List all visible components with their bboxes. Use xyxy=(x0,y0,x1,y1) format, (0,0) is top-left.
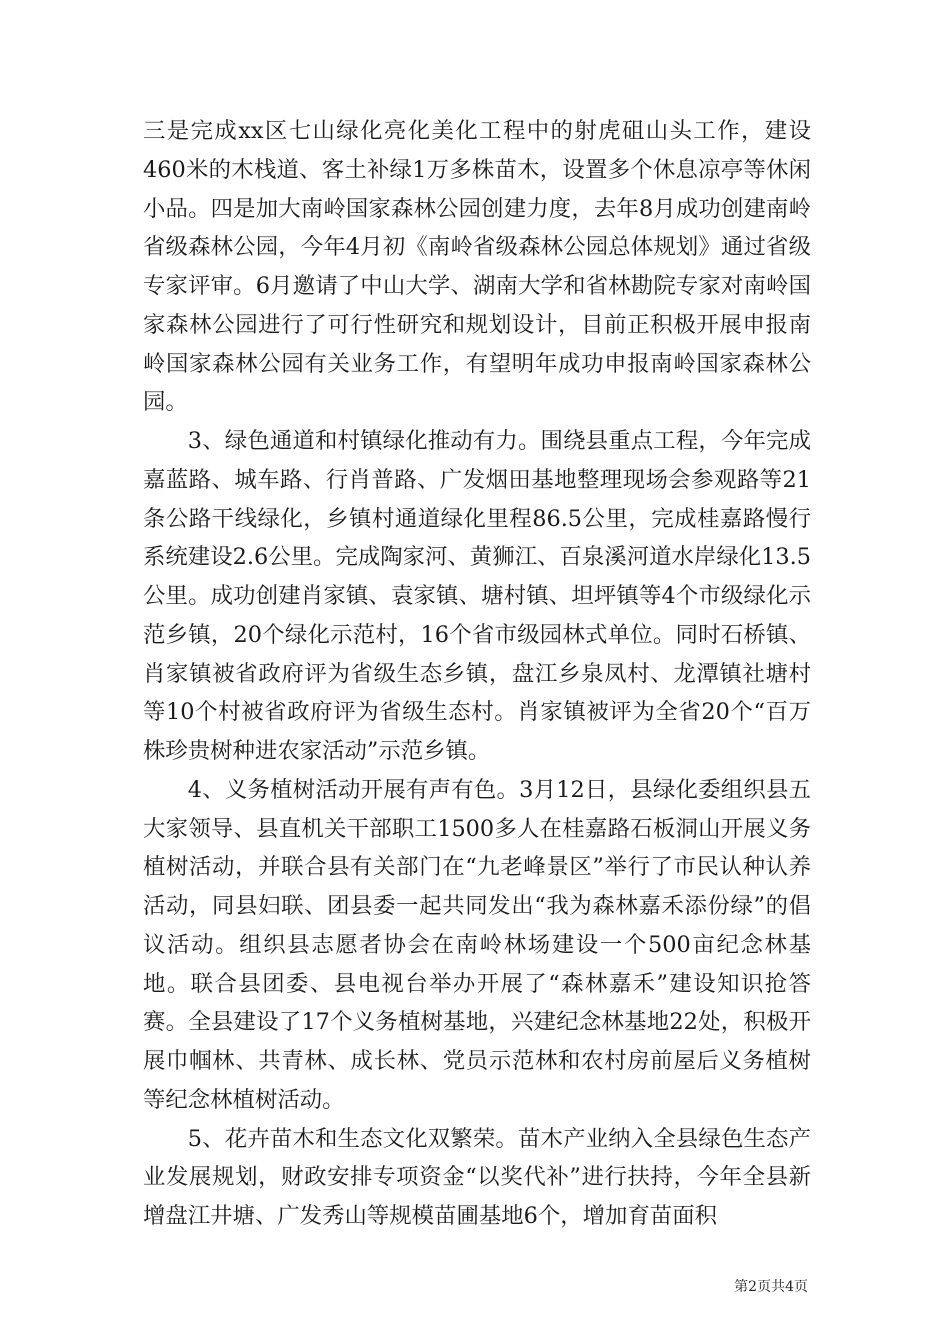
paragraph-continuation: 三是完成xx区七山绿化亮化美化工程中的射虎砠山头工作，建设460米的木栈道、客土补绿1万多株苗木，设置多个休息凉亭等休闲小品。四是加大南岭国家森林公园创建力度，去年8月成功创建南岭省级森林公园，今年4月初《南岭省级森林公园总体规划》通过省级专家评审。6月邀请了中山大学、湖南大学和省林勘院专家对南岭国家森林公园进行了可行性研究和规划设计，目前正积极开展申报南岭国家森林公园有关业务工作，有望明年成功申报南岭国家森林公园。 xyxy=(143,118,811,416)
paragraph-tree-planting: 4、义务植树活动开展有声有色。3月12日，县绿化委组织县五大家领导、县直机关干部职工1500多人在桂嘉路石板洞山开展义务植树活动，并联合县有关部门在“九老峰景区”举行了市民认种认养活动，同县妇联、团县委一起共同发出“我为森林嘉禾添份绿”的倡议活动。组织县志愿者协会在南岭林场建设一个500亩纪念林基地。联合县团委、县电视台举办开展了“森林嘉禾”建设知识抢答赛。全县建设了17个义务植树基地，兴建纪念林基地22处，积极开展巾帼林、共青林、成长林、党员示范林和农村房前屋后义务植树等纪念林植树活动。 xyxy=(143,776,811,1113)
paragraph-flowers-nursery: 5、花卉苗木和生态文化双繁荣。苗木产业纳入全县绿色生态产业发展规划，财政安排专项资金“以奖代补”进行扶持，今年全县新增盘江井塘、广发秀山等规模苗圃基地6个，增加育苗面积 xyxy=(143,1125,811,1229)
page-number: 第2页共4页 xyxy=(734,1279,808,1295)
document-body xyxy=(143,112,811,1236)
paragraph-green-corridors: 3、绿色通道和村镇绿化推动有力。围绕县重点工程，今年完成嘉蓝路、城车路、行肖普路、广发烟田基地整理现场会参观路等21条公路干线绿化，乡镇村通道绿化里程86.5公里，完成桂嘉路慢行系统建设2.6公里。完成陶家河、黄狮江、百泉溪河道水岸绿化13.5公里。成功创建肖家镇、袁家镇、塘村镇、坦坪镇等4个市级绿化示范乡镇，20个绿化示范村，16个省市级园林式单位。同时石桥镇、肖家镇被省政府评为省级生态乡镇，盘江乡泉凤村、龙潭镇社塘村等10个村被省政府评为省级生态村。肖家镇被评为全省20个“百万株珍贵树种进农家活动”示范乡镇。 xyxy=(143,428,811,764)
